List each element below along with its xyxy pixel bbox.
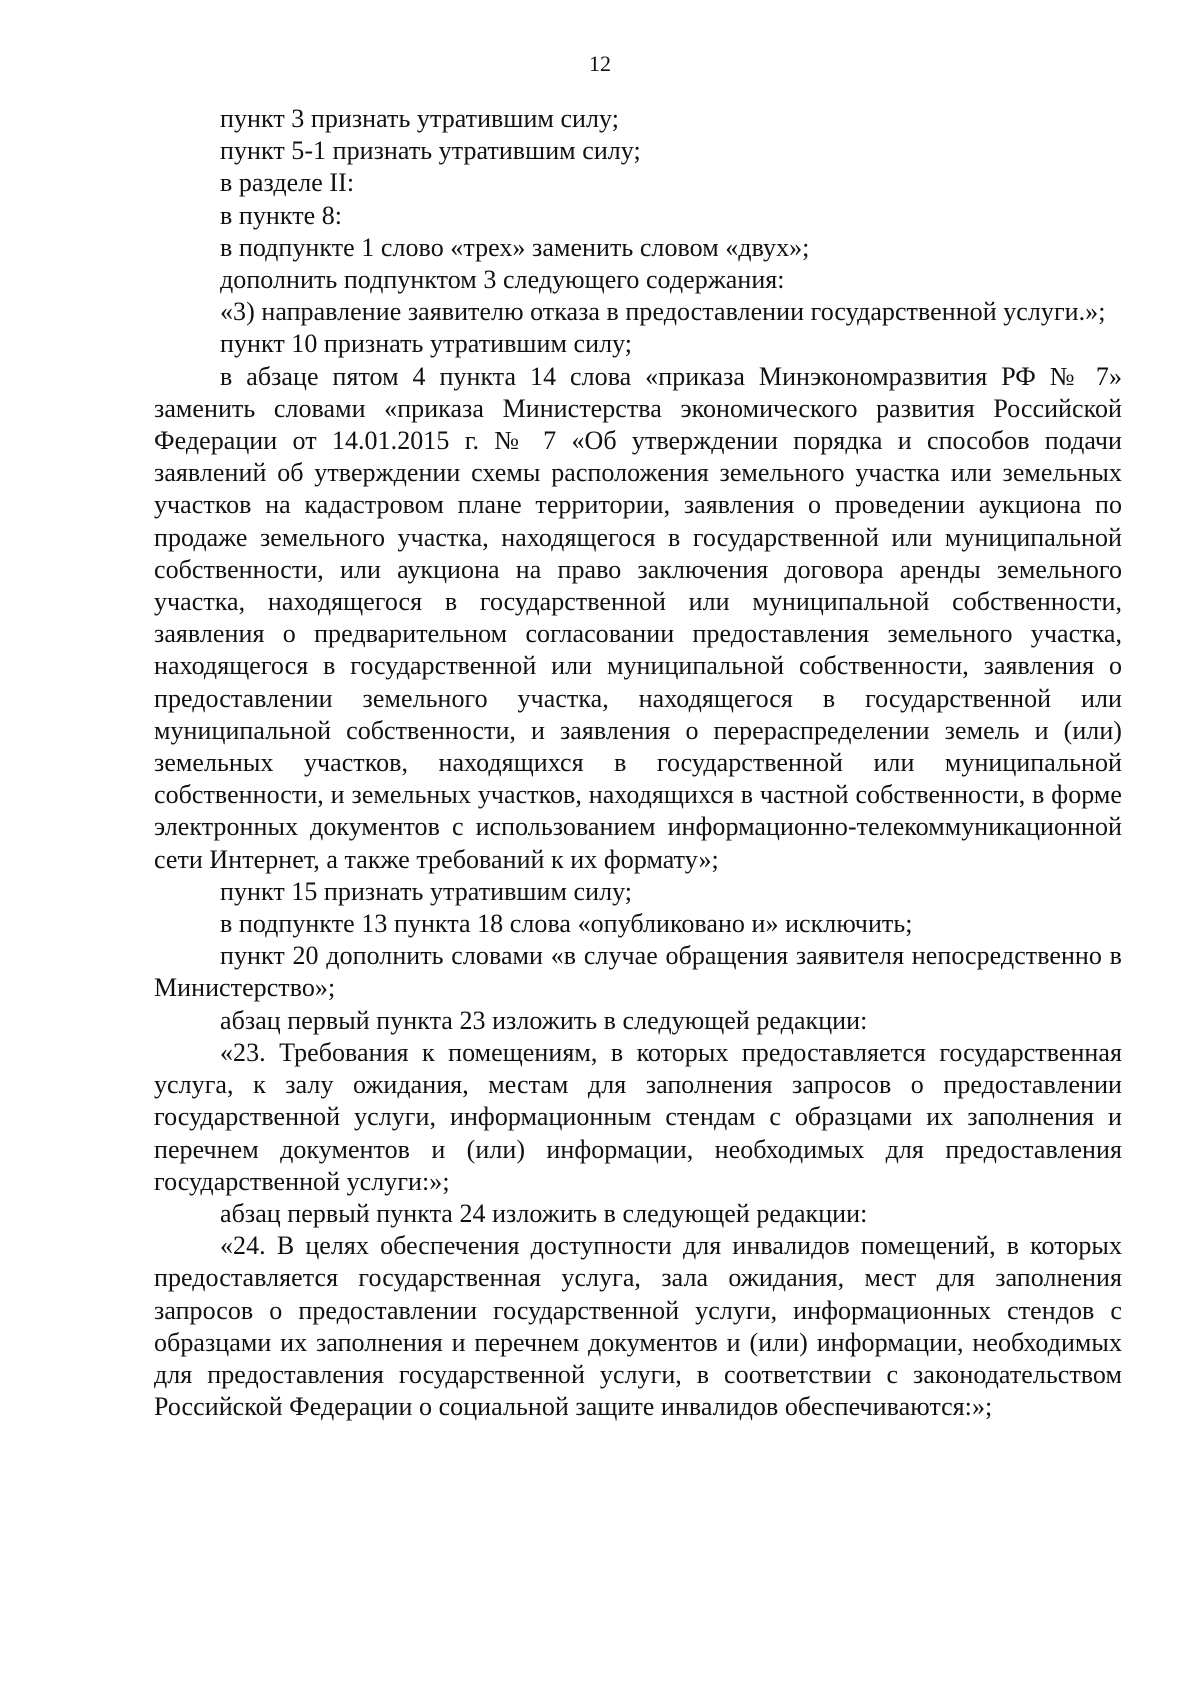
paragraph-item-3-invalid: пункт 3 признать утратившим силу;: [220, 104, 620, 133]
paragraph-item-15-invalid: пункт 15 признать утратившим силу;: [220, 876, 633, 906]
paragraph-item-10-invalid: пункт 10 признать утратившим силу;: [220, 329, 633, 359]
paragraph-item-14-replace: в абзаце пятом 4 пункта 14 слова «приказа Минэкономразвития РФ № 7» заменить словами «приказа Министерства экономического развития Российской Федерации от 14.01.2015 г. № 7 «Об утверждении порядка и способов подачи заявлений об утверждении схемы расположения земельного участка или земельных участков на кадастровом плане территории, заявления о проведении аукциона по продаже земельного участка, находящегося в государственной или муниципальной собственности, или аукциона на право заключения договора аренды земельного участка, находящегося в государственной или муниципальной собственности, заявления о предварительном согласовании предоставления земельного участка, находящегося в государственной или муниципальной собственности, заявления о предоставлении земельного участка, находящегося в государственной или муниципальной собственности, и заявления о перераспределении земель и (или) земельных участков, находящихся в государственной или муниципальной собственности, и земельных участков, находящихся в частной собственности, в форме электронных документов с использованием информационно-телекоммуникационной сети Интернет, а также требований к их формату»;: [154, 361, 1122, 874]
paragraph-add-subitem-3: дополнить подпунктом 3 следующего содержания:: [220, 265, 785, 295]
paragraph-item-23-text: «23. Требования к помещениям, в которых предоставляется государственная услуга, к залу ожидания, местам для заполнения запросов о предоставлении государственной услуги, информационным стендам с образцами их заполнения и перечнем документов и (или) информации, необходимых для предоставления государственной услуги:»;: [154, 1037, 1122, 1196]
document-body: [154, 103, 1122, 1423]
paragraph-item-23-intro: абзац первый пункта 23 изложить в следующей редакции:: [220, 1005, 868, 1035]
paragraph-subitem-1-replace: в подпункте 1 слово «трех» заменить словом «двух»;: [220, 232, 810, 262]
paragraph-section-ii: в разделе II:: [220, 168, 355, 198]
paragraph-item-20-supplement: пункт 20 дополнить словами «в случае обращения заявителя непосредственно в Министерство»;: [154, 941, 1122, 1003]
paragraph-item-24-intro: абзац первый пункта 24 изложить в следующей редакции:: [220, 1198, 868, 1228]
paragraph-subitem-3-text: «3) направление заявителю отказа в предоставлении государственной услуги.»;: [220, 297, 1106, 327]
page-number: 12: [589, 51, 611, 76]
paragraph-item-8: в пункте 8:: [220, 200, 343, 230]
paragraph-item-5-1-invalid: пункт 5-1 признать утратившим силу;: [220, 136, 641, 166]
paragraph-item-24-text: «24. В целях обеспечения доступности для инвалидов помещений, в которых предоставляется государственная услуга, зала ожидания, мест для заполнения запросов о предоставлении государственной услуги, информационных стендов с образцами их заполнения и перечнем документов и (или) информации, необходимых для предоставления государственной услуги, в соответствии с законодательством Российской Федерации о социальной защите инвалидов обеспечиваются:»;: [154, 1231, 1122, 1422]
paragraph-item-18-exclude: в подпункте 13 пункта 18 слова «опубликовано и» исключить;: [220, 909, 913, 939]
